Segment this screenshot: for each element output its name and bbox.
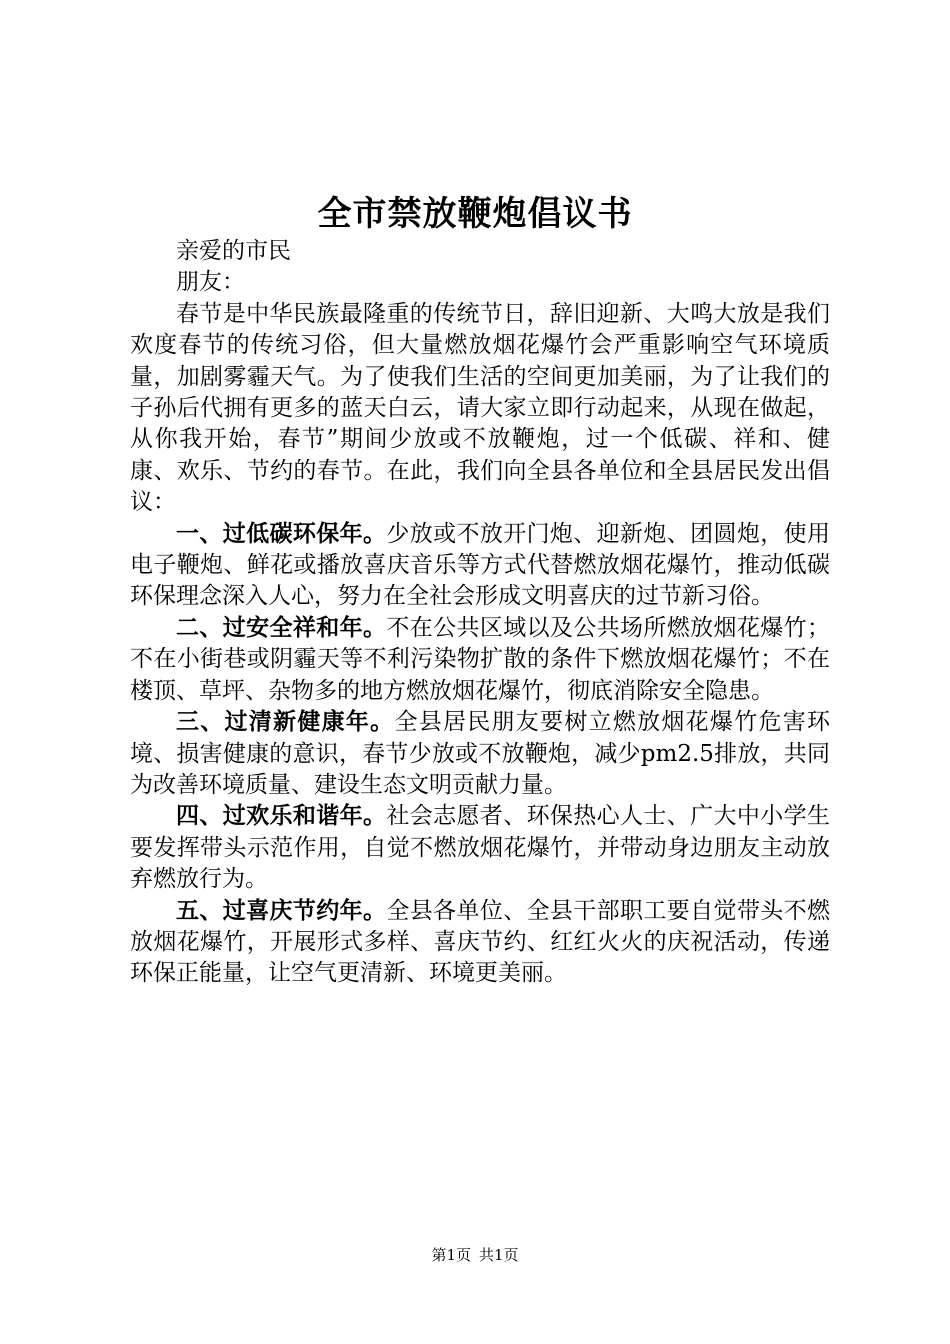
proposal-item-1 xyxy=(130,519,830,613)
proposal-text-4: 社会志愿者、环保热心人士、广大中小学生要发挥带头示范作用，自觉不燃放烟花爆竹，并带动身边朋友主动放弃燃放行为。 xyxy=(130,803,831,893)
proposal-heading-1: 一、过低碳环保年。 xyxy=(176,520,387,547)
proposal-item-2 xyxy=(130,613,830,707)
intro-paragraph: 春节是中华民族最隆重的传统节日，辞旧迎新、大鸣大放是我们欢度春节的传统习俗，但大量燃放烟花爆竹会严重影响空气环境质量，加剧雾霾天气。为了使我们生活的空间更加美丽，为了让我们的子孙后代拥有更多的蓝天白云，请大家立即行动起来，从现在做起，从你我开始，春节”期间少放或不放鞭炮，过一个低碳、祥和、健康、欢乐、节约的春节。在此，我们向全县各单位和全县居民发出倡议： xyxy=(130,300,830,516)
salutation-line-2: 朋友： xyxy=(176,269,245,296)
proposal-heading-4: 四、过欢乐和谐年。 xyxy=(176,803,387,830)
page-number-current: 第1页 xyxy=(431,1246,471,1264)
proposal-text-2: 不在公共区域以及公共场所燃放烟花爆竹；不在小街巷或阴霾天等不利污染物扩散的条件下燃放烟花爆竹；不在楼顶、草坪、杂物多的地方燃放烟花爆竹，彻底消除安全隐患。 xyxy=(130,614,831,704)
proposal-item-4 xyxy=(130,801,830,895)
proposal-text-3: 全县居民朋友要树立燃放烟花爆竹危害环境、损害健康的意识，春节少放或不放鞭炮，减少pm2.5排放，共同为改善环境质量、建设生态文明贡献力量。 xyxy=(130,709,831,798)
document-title: 全市禁放鞭炮倡议书 xyxy=(317,194,633,234)
proposal-heading-2: 二、过安全祥和年。 xyxy=(176,614,387,641)
proposal-item-5 xyxy=(130,896,830,990)
proposal-text-5: 全县各单位、全县干部职工要自觉带头不燃放烟花爆竹，开展形式多样、喜庆节约、红红火火的庆祝活动，传递环保正能量，让空气更清新、环境更美丽。 xyxy=(130,897,831,987)
proposal-item-3 xyxy=(130,707,830,801)
proposal-text-1: 少放或不放开门炮、迎新炮、团圆炮，使用电子鞭炮、鲜花或播放喜庆音乐等方式代替燃放烟花爆竹，推动低碳环保理念深入人心，努力在全社会形成文明喜庆的过节新习俗。 xyxy=(130,520,831,610)
proposal-heading-3: 三、过清新健康年。 xyxy=(176,709,395,736)
proposal-heading-5: 五、过喜庆节约年。 xyxy=(176,897,387,924)
salutation-line-1: 亲爱的市民 xyxy=(176,238,291,264)
page-number-total: 共1页 xyxy=(479,1246,519,1264)
document-body xyxy=(130,236,830,990)
page-footer xyxy=(0,1244,950,1265)
